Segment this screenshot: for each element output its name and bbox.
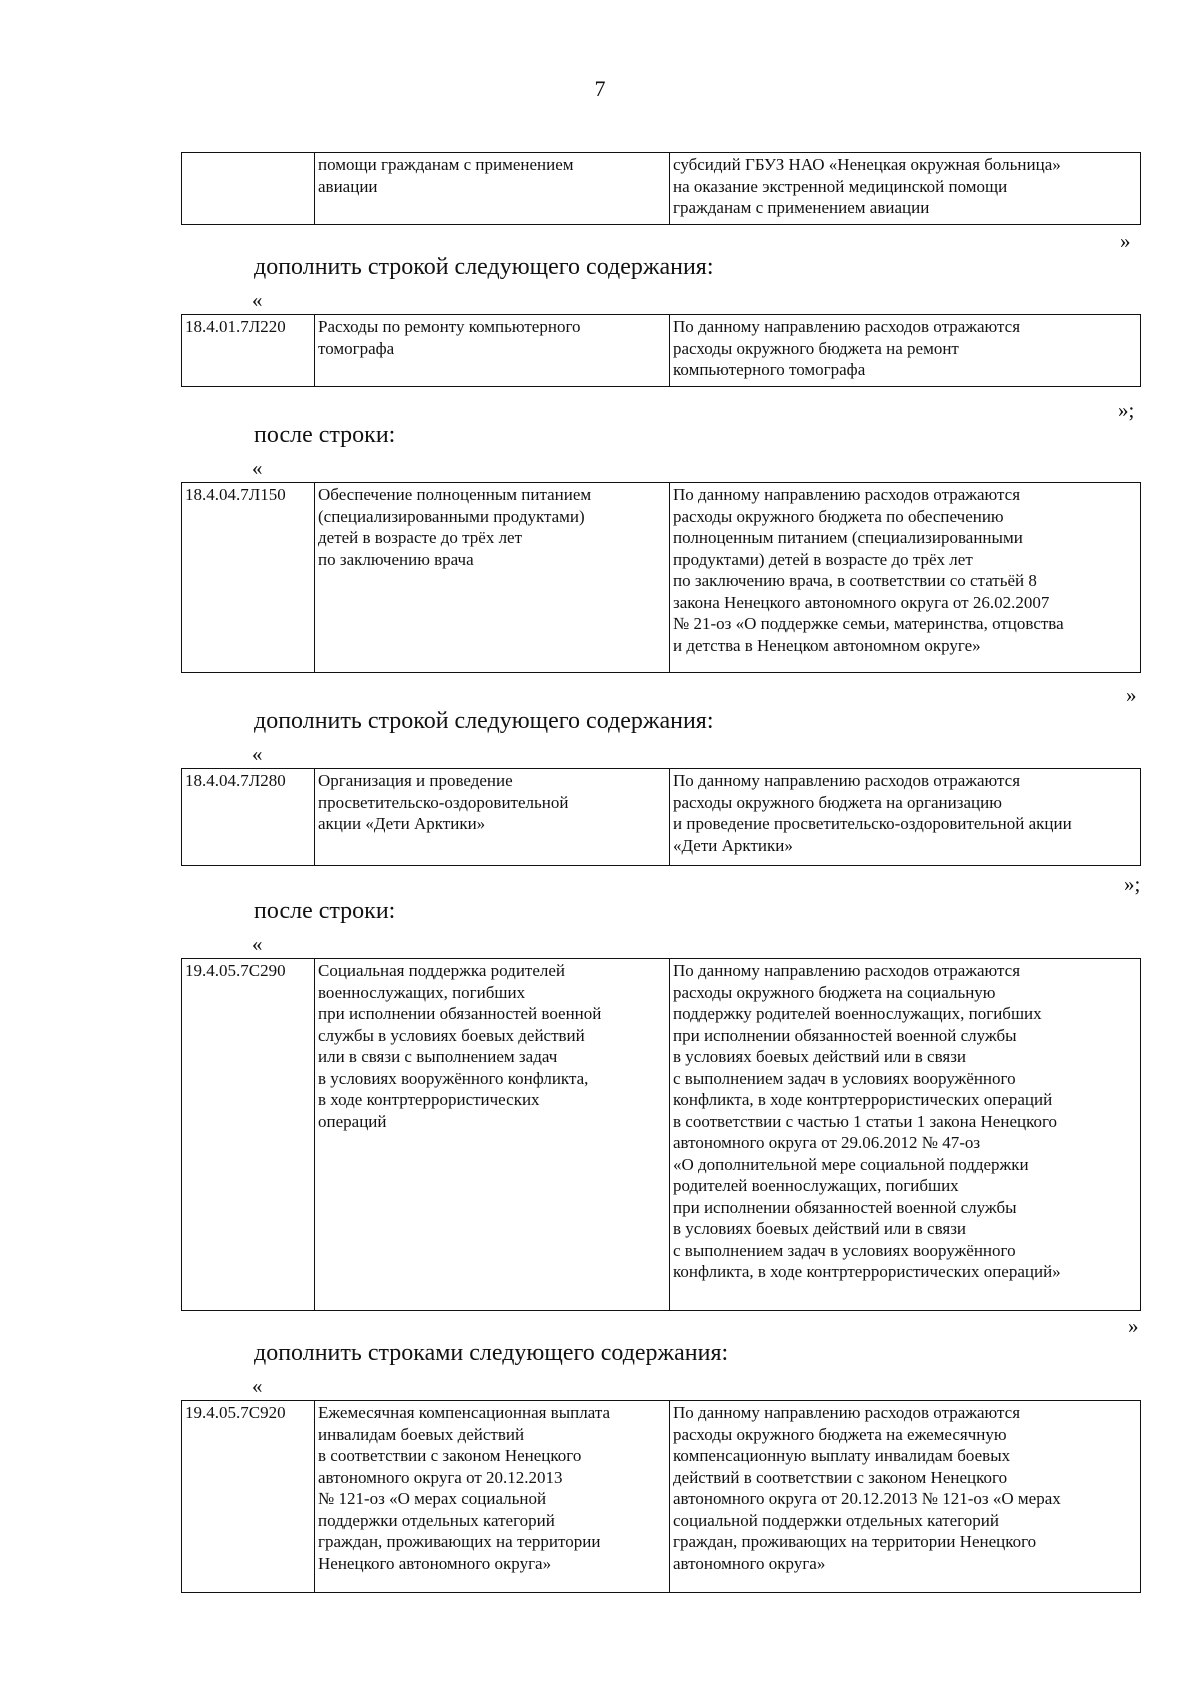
code-cell — [182, 153, 315, 225]
description-cell: По данному направлению расходов отражаются расходы окружного бюджета на социальную поддержку родителей военнослужащих, погибших при исполнении обязанностей военной службы в условиях боевых действий или в связи с выполнением задач в условиях вооружённого конфликта, в ходе контртеррористических операций в соответствии с частью 1 статьи 1 закона Ненецкого автономного округа от 29.06.2012 № 47-оз «О дополнительной мере социальной поддержки родителей военнослужащих, погибших при исполнении обязанностей военной службы в условиях боевых действий или в связи с выполнением задач в условиях вооружённого конфликта, в ходе контртеррористических операций» — [670, 959, 1141, 1311]
table-row — [182, 959, 1141, 1311]
instruction-text: дополнить строкой следующего содержания: — [254, 708, 714, 734]
closing-quote: » — [1128, 1314, 1139, 1338]
code-cell: 19.4.05.7С290 — [182, 959, 315, 1311]
opening-quote: « — [252, 288, 263, 312]
code-cell: 18.4.04.7Л280 — [182, 769, 315, 866]
opening-quote: « — [252, 932, 263, 956]
closing-quote: »; — [1118, 398, 1135, 422]
opening-quote: « — [252, 1374, 263, 1398]
budget-table-18-4-01-7L220 — [181, 314, 1141, 387]
description-cell: По данному направлению расходов отражаются расходы окружного бюджета по обеспечению полноценным питанием (специализированными продуктами) детей в возрасте до трёх лет по заключению врача, в соответствии со статьёй 8 закона Ненецкого автономного округа от 26.02.2007 № 21-оз «О поддержке семьи, материнства, отцовства и детства в Ненецком автономном округе» — [670, 483, 1141, 673]
opening-quote: « — [252, 456, 263, 480]
description-cell: субсидий ГБУЗ НАО «Ненецкая окружная больница» на оказание экстренной медицинской помощи гражданам с применением авиации — [670, 153, 1141, 225]
table-row — [182, 153, 1141, 225]
table-row — [182, 769, 1141, 866]
page-number: 7 — [594, 76, 606, 101]
name-cell: Расходы по ремонту компьютерного томографа — [315, 315, 670, 387]
instruction-text: после строки: — [254, 422, 396, 448]
name-cell: Организация и проведение просветительско-оздоровительной акции «Дети Арктики» — [315, 769, 670, 866]
instruction-text: дополнить строками следующего содержания: — [254, 1340, 729, 1366]
description-cell: По данному направлению расходов отражаются расходы окружного бюджета на ежемесячную компенсационную выплату инвалидам боевых действий в соответствии с законом Ненецкого автономного округа от 20.12.2013 № 121-оз «О мерах социальной поддержки отдельных категорий граждан, проживающих на территории Ненецкого автономного округа» — [670, 1401, 1141, 1593]
budget-table-18-4-04-7L280 — [181, 768, 1141, 866]
description-cell: По данному направлению расходов отражаются расходы окружного бюджета на ремонт компьютерного томографа — [670, 315, 1141, 387]
description-cell: По данному направлению расходов отражаются расходы окружного бюджета на организацию и проведение просветительско-оздоровительной акции «Дети Арктики» — [670, 769, 1141, 866]
instruction-text: дополнить строкой следующего содержания: — [254, 254, 714, 280]
table-row — [182, 315, 1141, 387]
code-cell: 18.4.01.7Л220 — [182, 315, 315, 387]
name-cell: Обеспечение полноценным питанием (специализированными продуктами) детей в возрасте до трёх лет по заключению врача — [315, 483, 670, 673]
closing-quote: » — [1126, 683, 1137, 707]
closing-quote: » — [1120, 229, 1131, 253]
closing-quote: »; — [1124, 872, 1141, 896]
budget-table-19-4-05-7S290 — [181, 958, 1141, 1311]
budget-table-19-4-05-7S920 — [181, 1400, 1141, 1593]
table-row — [182, 483, 1141, 673]
code-cell: 18.4.04.7Л150 — [182, 483, 315, 673]
name-cell: помощи гражданам с применением авиации — [315, 153, 670, 225]
instruction-text: после строки: — [254, 898, 396, 924]
table-row — [182, 1401, 1141, 1593]
name-cell: Ежемесячная компенсационная выплата инвалидам боевых действий в соответствии с законом Ненецкого автономного округа от 20.12.2013 № 121-оз «О мерах социальной поддержки отдельных категорий граждан, проживающих на территории Ненецкого автономного округа» — [315, 1401, 670, 1593]
budget-table-continuation — [181, 152, 1141, 225]
code-cell: 19.4.05.7С920 — [182, 1401, 315, 1593]
opening-quote: « — [252, 742, 263, 766]
name-cell: Социальная поддержка родителей военнослужащих, погибших при исполнении обязанностей военной службы в условиях боевых действий или в связи с выполнением задач в условиях вооружённого конфликта, в ходе контртеррористических операций — [315, 959, 670, 1311]
budget-table-18-4-04-7L150 — [181, 482, 1141, 673]
